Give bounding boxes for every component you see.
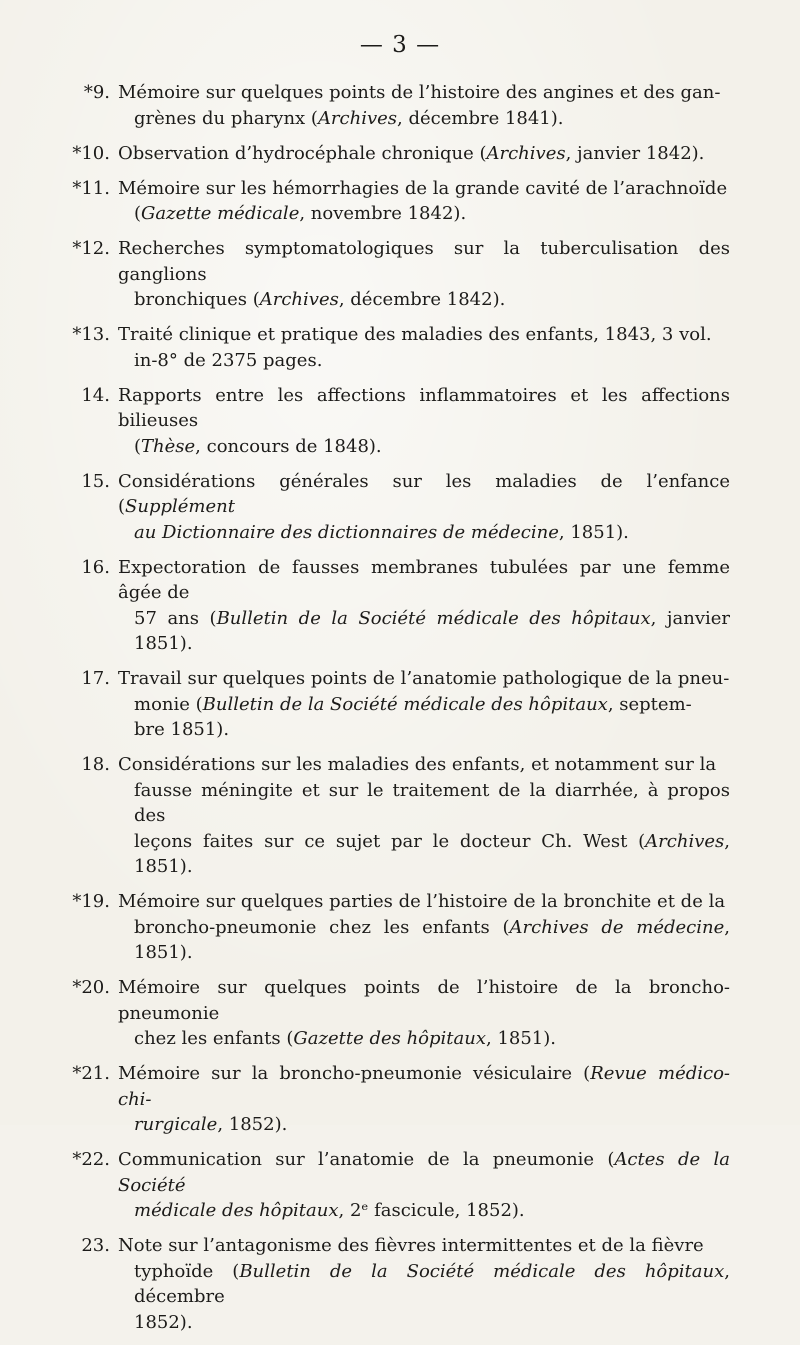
list-item	[50, 1061, 730, 1138]
entry-number: 17.	[81, 668, 110, 689]
entry-number: *19.	[72, 891, 110, 912]
list-item	[50, 889, 730, 966]
entry-number: *11.	[72, 177, 110, 199]
list-item	[50, 322, 730, 373]
entry-number: *22.	[72, 1149, 110, 1170]
list-item	[50, 141, 730, 167]
entry-text: Mémoire sur les hémorrhagies de la grande cavité de l’arachnoïde (Gazette médicale, novembre 1842).	[118, 177, 728, 224]
entry-number: *9.	[83, 82, 110, 103]
list-item	[50, 752, 730, 880]
entry-number: 16.	[81, 556, 110, 578]
entry-number: *10.	[72, 142, 110, 164]
entry-number: 23.	[81, 1235, 110, 1256]
list-item	[50, 383, 730, 460]
entry-number: 15.	[81, 470, 110, 492]
entry-text: Mémoire sur quelques points de l’histoire des angines et des gan- grènes du pharynx (Archives, décembre 1841).	[118, 82, 721, 129]
entry-text: Considérations générales sur les maladies de l’enfance (Supplément au Dictionnaire des dictionnaires de médecine, 1851).	[118, 470, 730, 543]
entry-text: Mémoire sur la broncho-pneumonie vésiculaire (Revue médico-chi- rurgicale, 1852).	[118, 1063, 731, 1135]
entry-text: Mémoire sur quelques points de l’histoire de la broncho-pneumonie chez les enfants (Gazette des hôpitaux, 1851).	[118, 977, 730, 1049]
entry-text: Communication sur l’anatomie de la pneumonie (Actes de la Société médicale des hôpitaux, 2ᵉ fascicule, 1852).	[118, 1149, 730, 1221]
entry-text: Observation d’hydrocéphale chronique (Archives, janvier 1842).	[118, 142, 705, 164]
entry-text: Mémoire sur quelques parties de l’histoire de la bronchite et de la broncho-pneumonie chez les enfants (Archives de médecine, 1851).	[118, 891, 730, 963]
list-item	[50, 80, 730, 131]
entry-text: Note sur l’antagonisme des fièvres intermittentes et de la fièvre typhoïde (Bulletin de la Société médicale des hôpitaux, décembre 1852).	[118, 1235, 730, 1333]
bibliography-list	[50, 80, 730, 1345]
entry-text: Expectoration de fausses membranes tubulées par une femme âgée de 57 ans (Bulletin de la Société médicale des hôpitaux, janvier 1851).	[118, 556, 731, 654]
entry-text: Traité clinique et pratique des maladies des enfants, 1843, 3 vol. in-8° de 2375 pages.	[118, 324, 712, 371]
entry-number: *20.	[72, 977, 110, 998]
list-item	[50, 469, 730, 546]
list-item	[50, 176, 730, 227]
entry-text: Rapports entre les affections inflammatoires et les affections bilieuses (Thèse, concours de 1848).	[118, 384, 730, 457]
entry-number: 14.	[81, 384, 110, 406]
list-item	[50, 236, 730, 313]
list-item	[50, 555, 730, 657]
list-item	[50, 975, 730, 1052]
entry-number: *13.	[72, 324, 110, 345]
list-item	[50, 666, 730, 743]
page-number: — 3 —	[359, 32, 441, 58]
list-item	[50, 1147, 730, 1224]
entry-text: Travail sur quelques points de l’anatomie pathologique de la pneu- monie (Bulletin de la Société médicale des hôpitaux, septem- bre 1851).	[118, 668, 730, 740]
entry-text: Considérations sur les maladies des enfants, et notamment sur la fausse méningite et sur le traitement de la diarrhée, à propos des leçons faites sur ce sujet par le docteur Ch. West (Archives, 1851).	[118, 754, 730, 877]
entry-number: *12.	[72, 238, 110, 259]
entry-number: *21.	[72, 1063, 110, 1084]
list-item	[50, 1233, 730, 1335]
entry-number: 18.	[81, 754, 110, 775]
entry-text: Recherches symptomatologiques sur la tuberculisation des ganglions bronchiques (Archives, décembre 1842).	[118, 238, 730, 310]
